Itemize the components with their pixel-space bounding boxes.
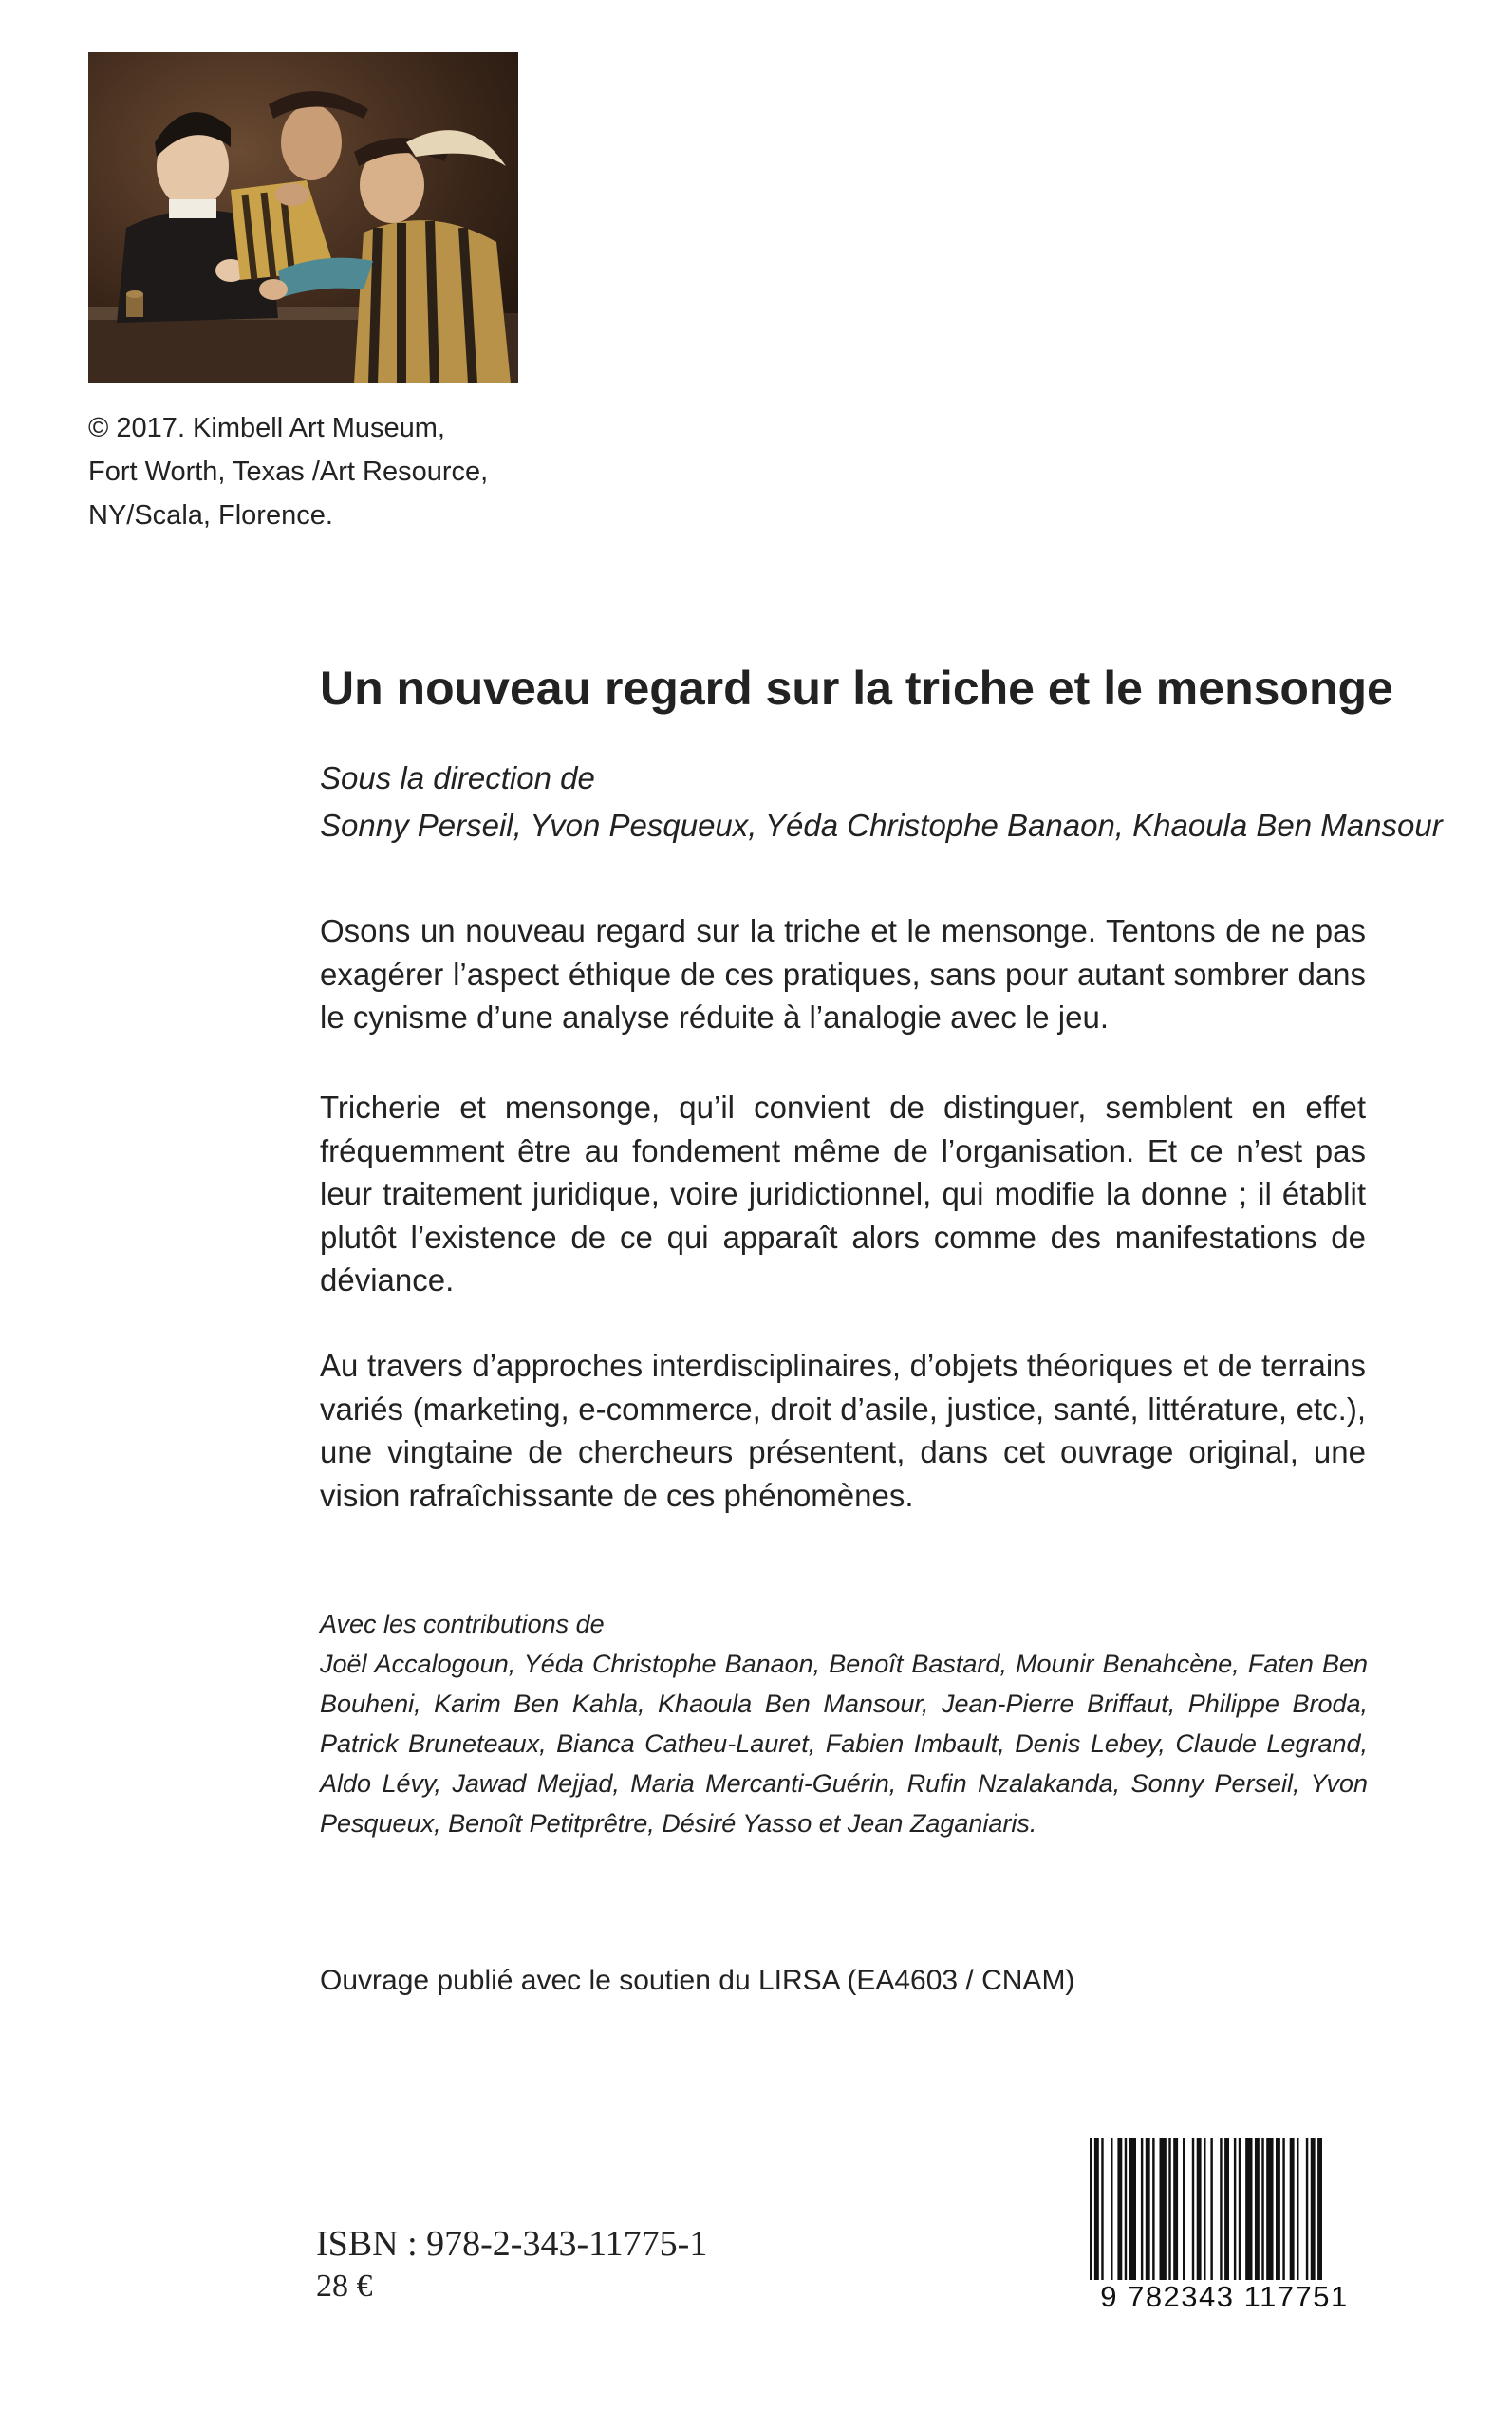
- barcode-bar: [1297, 2138, 1298, 2294]
- barcode-bar: [1245, 2138, 1252, 2294]
- image-credit: [88, 406, 525, 537]
- barcode-bar: [1282, 2138, 1284, 2294]
- credit-line: NY/Scala, Florence.: [88, 500, 333, 531]
- barcode-bar: [1090, 2138, 1092, 2294]
- barcode-bar: [1111, 2138, 1112, 2294]
- contributors-block: [320, 1604, 1368, 1843]
- barcode-digits: 9 782343 117751: [1082, 2280, 1367, 2314]
- barcode-bar: [1183, 2138, 1185, 2294]
- barcode-bar: [1129, 2138, 1136, 2294]
- barcode-bar: [1146, 2138, 1150, 2294]
- barcode-bar: [1311, 2138, 1316, 2294]
- barcode-bar: [1224, 2138, 1229, 2294]
- credit-line: Fort Worth, Texas /Art Resource,: [88, 457, 489, 487]
- barcode-bar: [1266, 2138, 1273, 2294]
- isbn: ISBN : 978-2-343-11775-1: [316, 2224, 708, 2264]
- barcode-bar: [1197, 2138, 1202, 2294]
- barcode-bar: [1220, 2138, 1222, 2294]
- blurb-paragraph-1: Osons un nouveau regard sur la triche et le mensonge. Tentons de ne pas exagérer l’aspect éthique de ces pratiques, sans pour autant sombrer dans le cynisme d’une analyse réduite à l’analogie avec le jeu.: [320, 913, 1366, 1035]
- barcode-bar: [1152, 2138, 1154, 2294]
- cover-painting: [88, 52, 518, 383]
- barcode-bar: [1239, 2138, 1241, 2294]
- barcode-bar: [1290, 2138, 1295, 2294]
- barcode-bar: [1255, 2138, 1260, 2294]
- barcode-bar: [1306, 2138, 1308, 2294]
- blurb-paragraph-3: Au travers d’approches interdisciplinaires, d’objets théoriques et de terrains variés (marketing, e-commerce, droit d’asile, justice, santé, littérature, etc.), une vingtaine de chercheurs présentent, dans cet ouvrage original, une vision rafraîchissante de ces phénomènes.: [320, 1348, 1366, 1513]
- barcode-bar: [1125, 2138, 1127, 2294]
- editors-names: Sonny Perseil, Yvon Pesqueux, Yéda Christophe Banaon, Khaoula Ben Mansour: [320, 808, 1443, 843]
- barcode: [1082, 2138, 1367, 2318]
- editors-block: [320, 755, 1443, 850]
- barcode-bar: [1160, 2138, 1167, 2294]
- barcode-bar: [1210, 2138, 1212, 2294]
- contributors-label: Avec les contributions de: [320, 1610, 605, 1638]
- barcode-bar: [1276, 2138, 1280, 2294]
- price: 28 €: [316, 2269, 373, 2304]
- editors-label: Sous la direction de: [320, 760, 595, 795]
- credit-line: © 2017. Kimbell Art Museum,: [88, 413, 445, 443]
- blurb-paragraph-2: Tricherie et mensonge, qu’il convient de distinguer, semblent en effet fréquemment être au fondement même de l’organisation. Et ce n’est pas leur traitement juridique, voire juridictionnel, qui modifie la donne ; il établit plutôt l’existence de ce qui apparaît alors comme des manifestations de déviance.: [320, 1090, 1366, 1298]
- support-note: Ouvrage publié avec le soutien du LIRSA (EA4603 / CNAM): [320, 1965, 1075, 1996]
- barcode-bar: [1101, 2138, 1103, 2294]
- barcode-bar: [1317, 2138, 1322, 2294]
- painting-image: [88, 52, 518, 383]
- barcode-bar: [1192, 2138, 1194, 2294]
- barcode-bar: [1117, 2138, 1122, 2294]
- contributors-names: Joël Accalogoun, Yéda Christophe Banaon, Benoît Bastard, Mounir Benahcène, Faten Ben Bouheni, Karim Ben Kahla, Khaoula Ben Mansour, Jean-Pierre Briffaut, Philippe Broda, Patrick Bruneteaux, Bianca Catheu-Lauret, Fabien Imbault, Denis Lebey, Claude Legrand, Aldo Lévy, Jawad Mejjad, Maria Mercanti-Guérin, Rufin Nzalakanda, Sonny Perseil, Yvon Pesqueux, Benoît Petitprêtre, Désiré Yasso et Jean Zaganiaris.: [320, 1650, 1368, 1838]
- barcode-bar: [1094, 2138, 1099, 2294]
- barcode-bar: [1204, 2138, 1205, 2294]
- barcode-bar: [1168, 2138, 1170, 2294]
- barcode-bars: [1082, 2138, 1367, 2299]
- barcode-bar: [1261, 2138, 1263, 2294]
- barcode-bar: [1234, 2138, 1236, 2294]
- barcode-bar: [1173, 2138, 1178, 2294]
- barcode-bar: [1141, 2138, 1143, 2294]
- book-title: Un nouveau regard sur la triche et le mensonge: [320, 662, 1393, 715]
